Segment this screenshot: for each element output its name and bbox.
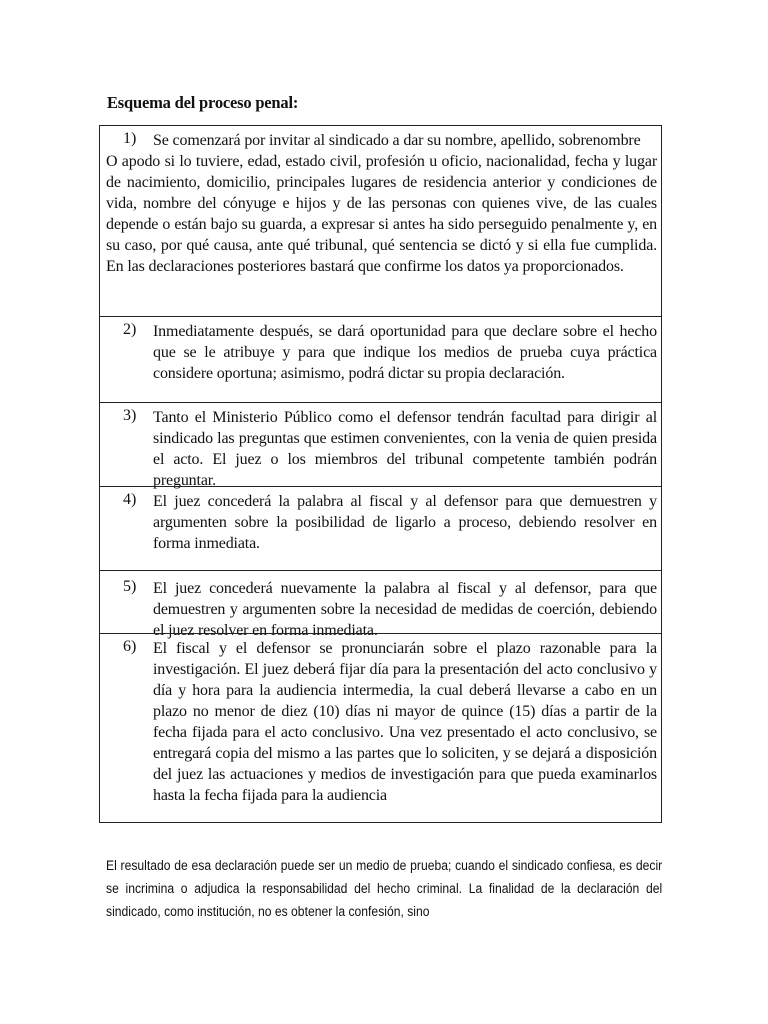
step-item-2 bbox=[100, 317, 661, 384]
step-number: 6) bbox=[123, 638, 137, 655]
step-item-6 bbox=[100, 634, 661, 806]
step-number: 3) bbox=[123, 407, 137, 424]
step-row-5 bbox=[100, 570, 661, 639]
step-item-3 bbox=[100, 403, 661, 491]
step-row-3 bbox=[100, 402, 661, 489]
step-continuation-text: O apodo si lo tuviere, edad, estado civil, profesión u oficio, nacionalidad, fecha y lugar de nacimiento, domicilio, principales lugares de residencia anterior y condiciones de vida, nombre del cónyuge e hijos y de las personas con quienes vive, de las cuales depende o están bajo su guarda, a expresar si antes ha sido perseguido penalmente y, en su caso, por qué causa, ante qué tribunal, qué sentencia se dictó y si ella fue cumplida. En las declaraciones posteriores bastará que confirme los datos ya proporcionados. bbox=[106, 153, 657, 275]
steps-table bbox=[99, 125, 662, 823]
step-row-6 bbox=[100, 633, 661, 822]
section-heading: Esquema del proceso penal: bbox=[107, 93, 299, 112]
body-paragraph: El resultado de esa declaración puede ser un medio de prueba; cuando el sindicado confiesa, es decir se incrimina o adjudica la responsabilidad del hecho criminal. La finalidad de la declaración del sindicado, como institución, no es obtener la confesión, sino bbox=[106, 858, 663, 919]
step-number: 1) bbox=[123, 130, 137, 147]
step-number: 2) bbox=[123, 321, 137, 338]
step-text: Inmediatamente después, se dará oportunidad para que declare sobre el hecho que se le atribuye y para que indique los medios de prueba cuya práctica considere oportuna; asimismo, podrá dictar su propia declaración. bbox=[153, 323, 657, 382]
step-number: 4) bbox=[123, 491, 137, 508]
step-text: Tanto el Ministerio Público como el defensor tendrán facultad para dirigir al sindicado las preguntas que estimen convenientes, con la venia de quien presida el acto. El juez o los miembros del tribunal competente también podrán preguntar. bbox=[153, 409, 657, 489]
step-row-2 bbox=[100, 316, 661, 402]
step-row-4 bbox=[100, 486, 661, 570]
step-item-5 bbox=[100, 574, 661, 641]
step-text: Se comenzará por invitar al sindicado a dar su nombre, apellido, sobrenombre bbox=[153, 132, 641, 149]
step-text: El juez concederá la palabra al fiscal y al defensor para que demuestren y argumenten sobre la posibilidad de ligarlo a proceso, debiendo resolver en forma inmediata. bbox=[153, 493, 657, 552]
step-item-4 bbox=[100, 487, 661, 554]
step-text: El fiscal y el defensor se pronunciarán sobre el plazo razonable para la investigación. El juez deberá fijar día para la presentación del acto conclusivo y día y hora para la audiencia intermedia, la cual deberá llevarse a cabo en un plazo no menor de diez (10) días ni mayor de quince (15) días a partir de la fecha fijada para el acto conclusivo. Una vez presentado el acto conclusivo, se entregará copia del mismo a las partes que lo soliciten, y se dejará a disposición del juez las actuaciones y medios de investigación para que pueda examinarlos hasta la fecha fijada para la audiencia bbox=[153, 640, 657, 804]
step-text: El juez concederá nuevamente la palabra al fiscal y al defensor, para que demuestren y argumenten sobre la necesidad de medidas de coerción, debiendo el juez resolver en forma inmediata. bbox=[153, 580, 657, 639]
step-item-1 bbox=[100, 126, 661, 151]
step-number: 5) bbox=[123, 578, 137, 595]
step-row-1 bbox=[100, 126, 661, 316]
